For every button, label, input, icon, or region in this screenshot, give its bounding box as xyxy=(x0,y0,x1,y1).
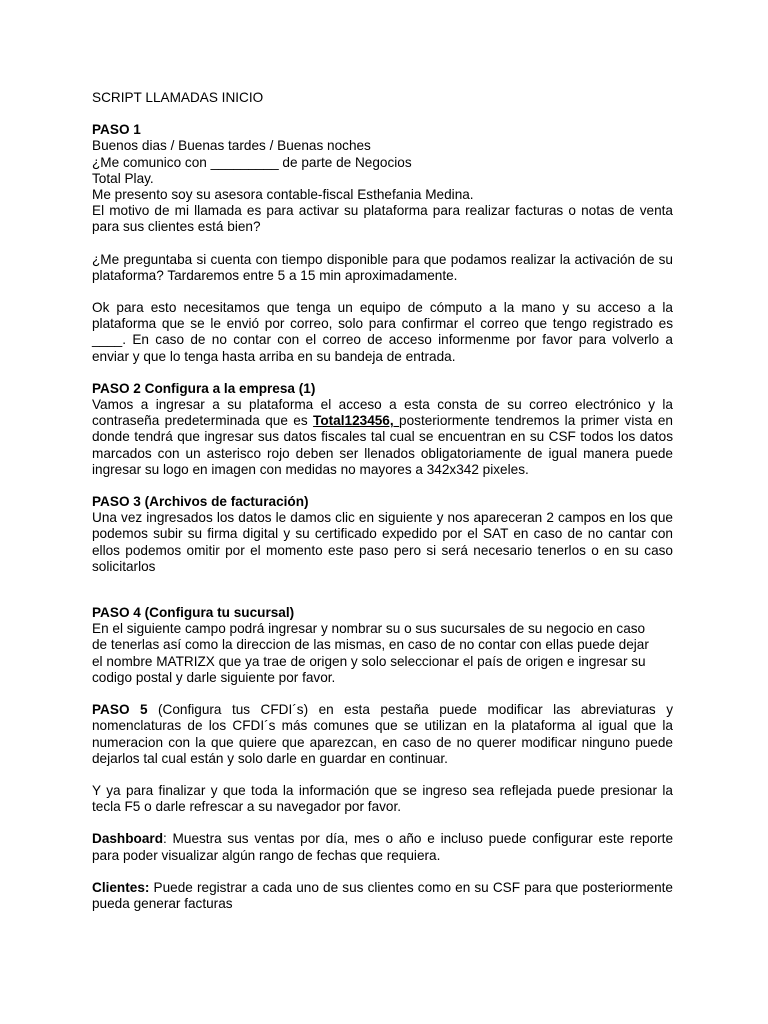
paso1-equipo: Ok para esto necesitamos que tenga un equipo de cómputo a la mano y su acceso a la plataforma que se le envió por correo, solo para confirmar el correo que tengo registrado es ____. En caso de no contar con el correo de acceso informenme por favor para volverlo a enviar y que lo tenga hasta arriba en su bandeja de entrada. xyxy=(92,300,673,364)
paso4-line: codigo postal y darle siguiente por favor. xyxy=(92,669,336,685)
paso4-line: En el siguiente campo podrá ingresar y nombrar su o sus sucursales de su negocio en caso xyxy=(92,621,646,637)
paso3-paragraph: Una vez ingresados los datos le damos clic en siguiente y nos apareceran 2 campos en los que podemos subir su firma digital y su certificado expedido por el SAT en caso de no cantar con ellos podemos omitir por el momento este paso pero si será necesario tenerlos o en su caso solicitarlos xyxy=(92,510,673,574)
paso4-line: el nombre MATRIZX que ya trae de origen y solo seleccionar el país de origen e ingresar su xyxy=(92,653,646,669)
paso3-heading: PASO 3 (Archivos de facturación) xyxy=(92,494,309,510)
paso4-section xyxy=(92,605,673,686)
paso1-pregunta: ¿Me preguntaba si cuenta con tiempo disponible para que podamos realizar la activación de su plataforma? Tardaremos entre 5 a 15 min aproximadamente. xyxy=(92,251,673,283)
dashboard-label: Dashboard xyxy=(92,831,164,847)
paso1-line: Buenos dias / Buenas tardes / Buenas noches xyxy=(92,138,371,154)
default-password: Total123456, xyxy=(313,413,400,429)
paso2-text-before: Vamos a ingresar a su plataforma el acceso a esta consta de su correo electrónico y la contraseña predeterminada que es xyxy=(92,397,673,429)
clientes-text: Puede registrar a cada uno de sus clientes como en su CSF para que posteriormente pueda generar facturas xyxy=(92,879,673,911)
paso2-text-after: posteriormente tendremos la primer vista en donde tendrá que ingresar sus datos fiscales tal cual se encuentran en su CSF todos los datos marcados con un asterisco rojo deben ser llenados obligatoriamente de igual manera puede ingresar su logo en imagen con medidas no mayores a 342x342 pixeles. xyxy=(92,413,673,477)
paso5-text: (Configura tus CFDI´s) en esta pestaña puede modificar las abreviaturas y nomenclaturas de los CFDI´s más comunes que se utilizan en la plataforma al igual que la numeracion con la que quiere que aparezcan, en caso de no querer modificar ninguno puede dejarlos tal cual están y solo darle en guardar en continuar. xyxy=(92,702,673,766)
paso2-heading: PASO 2 Configura a la empresa (1) xyxy=(92,380,316,396)
clientes-paragraph xyxy=(92,880,673,912)
document-page xyxy=(92,90,673,928)
paso2-section xyxy=(92,381,673,478)
paso5-heading: PASO 5 xyxy=(92,702,148,718)
paso1-section xyxy=(92,122,673,203)
document-title: SCRIPT LLAMADAS INICIO xyxy=(92,90,264,105)
paso1-line: Me presento soy su asesora contable-fiscal Esthefania Medina. xyxy=(92,187,474,203)
paso1-line: ¿Me comunico con _________ de parte de Negocios xyxy=(92,154,412,170)
dashboard-paragraph xyxy=(92,831,673,863)
paso5-section xyxy=(92,702,673,767)
paso4-line: de tenerlas así como la direccion de las mismas, en caso de no contar con ellas puede dejar xyxy=(92,637,649,653)
paso3-section xyxy=(92,494,673,575)
clientes-label: Clientes: xyxy=(92,879,150,895)
paso1-motivo: El motivo de mi llamada es para activar su plataforma para realizar facturas o notas de venta para sus clientes está bien? xyxy=(92,203,673,235)
paso1-heading: PASO 1 xyxy=(92,122,141,138)
finalizar-paragraph: Y ya para finalizar y que toda la información que se ingreso sea reflejada puede presionar la tecla F5 o darle refrescar a su navegador por favor. xyxy=(92,782,673,815)
paso4-heading: PASO 4 (Configura tu sucursal) xyxy=(92,605,295,621)
dashboard-text: : Muestra sus ventas por día, mes o año e incluso puede configurar este reporte para poder visualizar algún rango de fechas que requiera. xyxy=(92,831,673,863)
paso2-paragraph xyxy=(92,397,673,478)
paso1-line: Total Play. xyxy=(92,170,154,186)
